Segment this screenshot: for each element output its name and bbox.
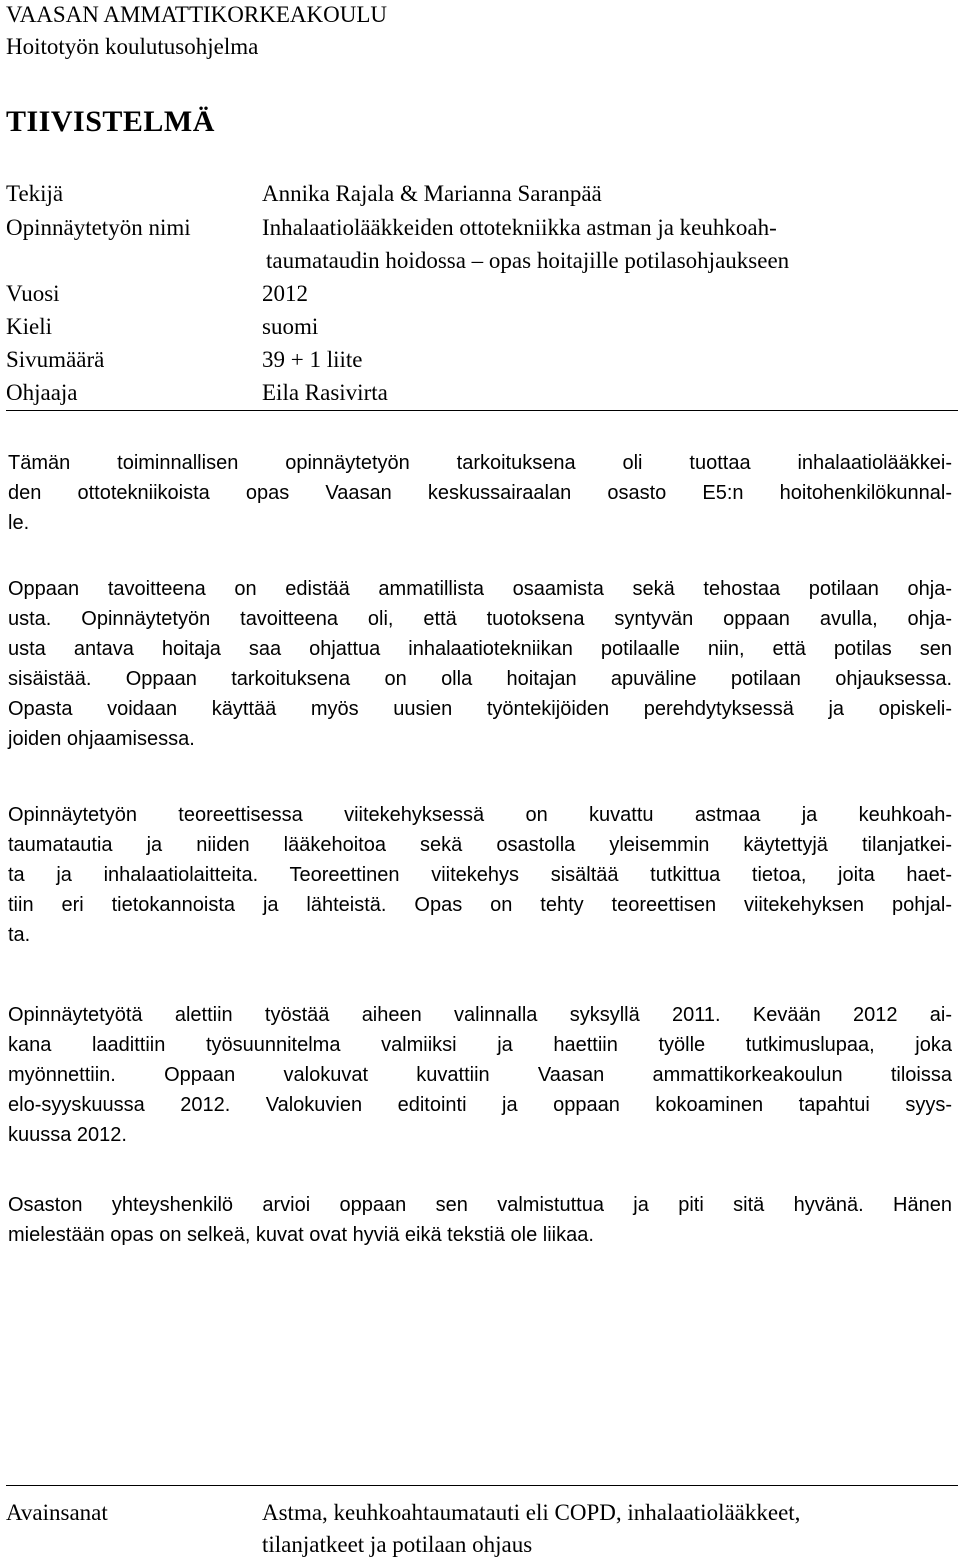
supervisor-value: Eila Rasivirta: [262, 380, 388, 405]
abstract-paragraph-2: [8, 574, 952, 754]
paragraph-line: Tämän toiminnallisen opinnäytetyön tarkoituksena oli tuottaa inhalaatiolääkkei-: [8, 452, 952, 474]
paragraph-line: Oppaan tavoitteena on edistää ammatillista osaamista sekä tehostaa potilaan ohja-: [8, 578, 952, 600]
page-count-value: 39 + 1 liite: [262, 347, 363, 372]
paragraph-line: ta.: [8, 924, 31, 946]
year-value: 2012: [262, 281, 308, 306]
thesis-title-label: Opinnäytetyön nimi: [6, 215, 191, 240]
supervisor-label: Ohjaaja: [6, 380, 78, 405]
divider-top: [6, 410, 958, 411]
paragraph-line: sisäistää. Oppaan tarkoituksena on olla hoitajan apuväline potilaan ohjauksessa.: [8, 668, 952, 690]
paragraph-line: Opinnäytetyön teoreettisessa viitekehyksessä on kuvattu astmaa ja keuhkoah-: [8, 804, 952, 826]
year-label: Vuosi: [6, 281, 60, 306]
paragraph-line: Opinnäytetyötä alettiin työstää aiheen valinnalla syksyllä 2011. Kevään 2012 ai-: [8, 1004, 952, 1026]
author-label: Tekijä: [6, 181, 64, 206]
paragraph-line: kana laadittiin työsuunnitelma valmiiksi ja haettiin työlle tutkimuslupaa, joka: [8, 1034, 952, 1056]
paragraph-line: kuussa 2012.: [8, 1124, 127, 1146]
author-value: Annika Rajala & Marianna Saranpää: [262, 181, 602, 206]
paragraph-line: tiin eri tietokannoista ja lähteistä. Opas on tehty teoreettisen viitekehyksen pohjal-: [8, 894, 952, 916]
keywords-label: Avainsanat: [6, 1500, 108, 1525]
thesis-title-value-line1: Inhalaatiolääkkeiden ottotekniikka astman ja keuhkoah-: [262, 215, 777, 240]
keywords-value-line1: Astma, keuhkoahtaumatauti eli COPD, inhalaatiolääkkeet,: [262, 1500, 801, 1525]
abstract-paragraph-5: [8, 1190, 952, 1250]
thesis-title-value-line2: taumataudin hoidossa – opas hoitajille potilasohjaukseen: [266, 248, 790, 273]
paragraph-line: Osaston yhteyshenkilö arvioi oppaan sen valmistuttua ja piti sitä hyvänä. Hänen: [8, 1194, 952, 1216]
paragraph-line: joiden ohjaamisessa.: [8, 728, 195, 750]
abstract-paragraph-3: [8, 800, 952, 950]
page-count-label: Sivumäärä: [6, 347, 105, 372]
paragraph-line: usta antava hoitaja saa ohjattua inhalaatiotekniikan potilaalle niin, että potilas sen: [8, 638, 952, 660]
divider-bottom: [6, 1485, 958, 1486]
paragraph-line: den ottotekniikoista opas Vaasan keskussairaalan osasto E5:n hoitohenkilökunnal-: [8, 482, 952, 504]
paragraph-line: usta. Opinnäytetyön tavoitteena oli, että tuotoksena syntyvän oppaan avulla, ohja-: [8, 608, 952, 630]
paragraph-line: mielestään opas on selkeä, kuvat ovat hyviä eikä tekstiä ole liikaa.: [8, 1224, 594, 1246]
page-title: TIIVISTELMÄ: [6, 105, 215, 138]
keywords-value-line2: tilanjatkeet ja potilaan ohjaus: [262, 1532, 533, 1557]
institution-name: VAASAN AMMATTIKORKEAKOULU: [6, 2, 388, 27]
program-name: Hoitotyön koulutusohjelma: [6, 34, 259, 59]
abstract-paragraph-4: [8, 1000, 952, 1150]
paragraph-line: myönnettiin. Oppaan valokuvat kuvattiin Vaasan ammattikorkeakoulun tiloissa: [8, 1064, 952, 1086]
abstract-paragraph-1: [8, 448, 952, 538]
paragraph-line: elo-syyskuussa 2012. Valokuvien editointi ja oppaan kokoaminen tapahtui syys-: [8, 1094, 952, 1116]
language-value: suomi: [262, 314, 319, 339]
paragraph-line: taumatautia ja niiden lääkehoitoa sekä osastolla yleisemmin käytettyjä tilanjatkei-: [8, 834, 952, 856]
paragraph-line: le.: [8, 512, 30, 534]
paragraph-line: Opasta voidaan käyttää myös uusien työntekijöiden perehdytyksessä ja opiskeli-: [8, 698, 952, 720]
paragraph-line: ta ja inhalaatiolaitteita. Teoreettinen viitekehys sisältää tutkittua tietoa, joita haet-: [8, 864, 952, 886]
language-label: Kieli: [6, 314, 52, 339]
